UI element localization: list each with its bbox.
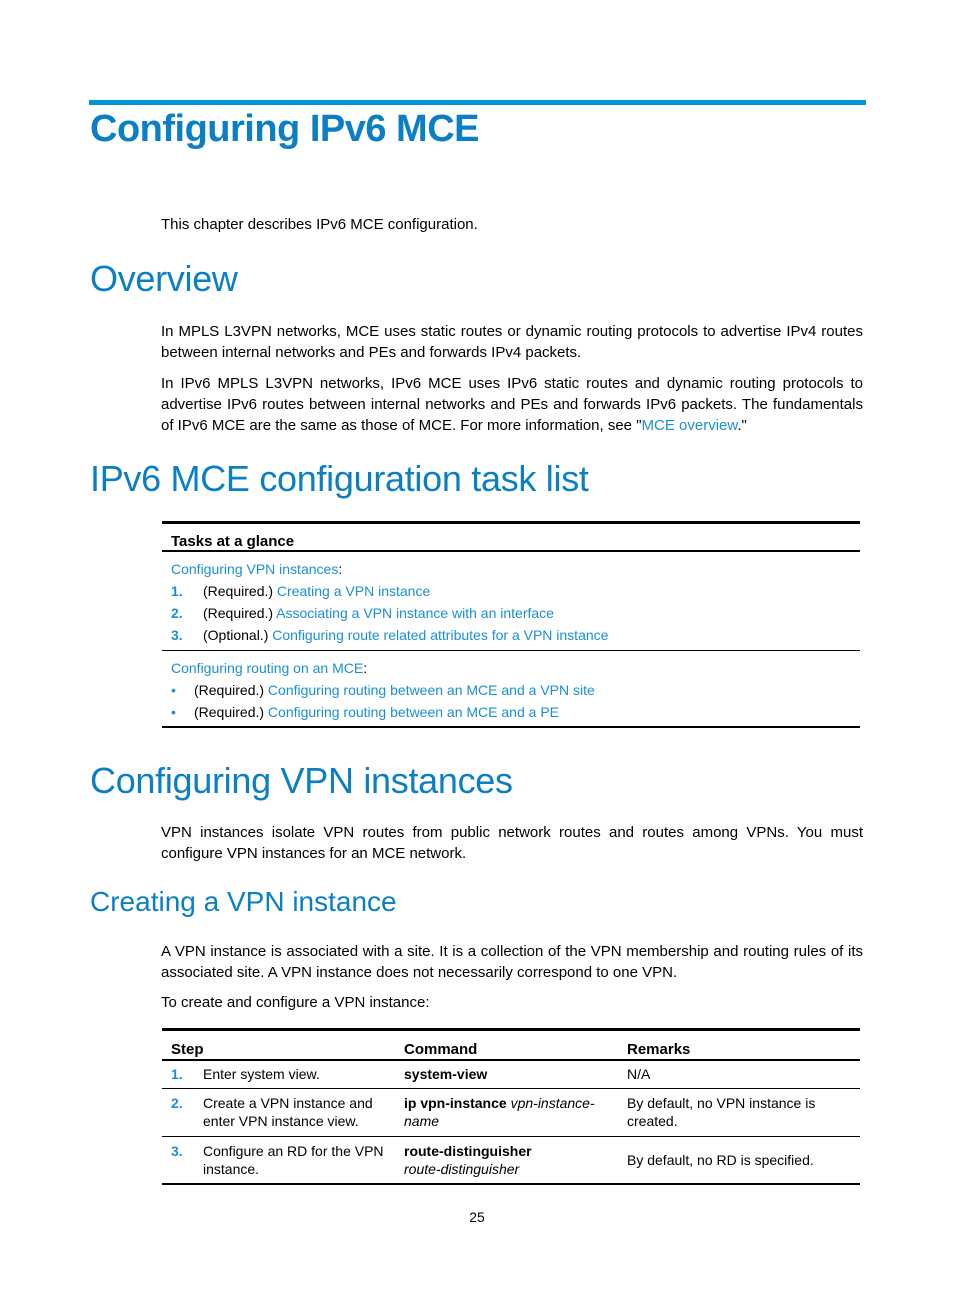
overview-paragraph-1: In MPLS L3VPN networks, MCE uses static routes or dynamic routing protocols to advertise IPv4 routes between internal networks and PEs and forwards IPv4 packets. — [161, 323, 863, 361]
task-link-associating-vpn-instance[interactable]: Associating a VPN instance with an interface — [276, 605, 554, 621]
group-link-routing-on-mce[interactable]: Configuring routing on an MCE — [171, 660, 364, 676]
column-header-command: Command — [395, 1030, 618, 1061]
chapter-top-rule — [89, 100, 866, 105]
steps-table — [162, 1028, 860, 1185]
overview-heading: Overview — [90, 258, 238, 299]
table-row: 3. Configure an RD for the VPN instance. route-distinguisher route-distinguisher By default, no RD is specified. — [162, 1136, 860, 1184]
overview-paragraph-2: In IPv6 MPLS L3VPN networks, IPv6 MCE uses IPv6 static routes and dynamic routing protocols to advertise IPv6 routes between internal networks and PEs and forwards IPv6 packets. The fundamentals of IPv6 MCE are the same as those of MCE. For more information, see "MCE overview." — [161, 375, 863, 434]
chapter-title: Configuring IPv6 MCE — [90, 108, 479, 150]
column-header-step: Step — [162, 1030, 395, 1061]
creating-paragraph-2: To create and configure a VPN instance: — [161, 994, 430, 1011]
task-link-creating-vpn-instance[interactable]: Creating a VPN instance — [276, 583, 431, 599]
tasklist-heading: IPv6 MCE configuration task list — [90, 458, 589, 499]
creating-paragraph-1: A VPN instance is associated with a site. It is a collection of the VPN membership and routing rules of its associated site. A VPN instance does not necessarily correspond to one VPN. — [161, 943, 863, 981]
table-row: 1. Enter system view. system-view N/A — [171, 1066, 651, 1083]
bullet-icon: • — [171, 682, 176, 698]
creating-vpn-heading: Creating a VPN instance — [90, 886, 397, 917]
task-link-routing-vpn-site[interactable]: Configuring routing between an MCE and a VPN site — [267, 682, 595, 698]
task-table-header: Tasks at a glance — [162, 523, 860, 552]
table-row: 2. Create a VPN instance and enter VPN instance view. ip vpn-instance vpn-instance-name By default, no VPN instance is created. — [162, 1088, 860, 1136]
page-number: 25 — [469, 1209, 485, 1225]
vpn-instances-heading: Configuring VPN instances — [90, 760, 513, 801]
intro-paragraph: This chapter describes IPv6 MCE configuration. — [161, 216, 478, 233]
task-link-route-attributes[interactable]: Configuring route related attributes for a VPN instance — [272, 627, 609, 643]
task-table: Tasks at a glance Configuring VPN instances: 1. (Required.) Creating a VPN instance 2. (Required.) Associating a VPN instance with an interface 3. (Optional.) Configuring route related attributes for a VPN instance Configuring routing on an MCE: • (Required.) Configuring routing between an MCE and a VPN site • (Required.) Configuring routing between an MCE and a PE — [162, 521, 860, 728]
vpn-instances-paragraph: VPN instances isolate VPN routes from public network routes and routes among VPNs. You must configure VPN instances for an MCE network. — [161, 824, 863, 862]
group-link-vpn-instances[interactable]: Configuring VPN instances — [171, 561, 339, 577]
column-header-remarks: Remarks — [618, 1030, 860, 1061]
task-link-routing-pe[interactable]: Configuring routing between an MCE and a PE — [267, 704, 559, 720]
bullet-icon: • — [171, 704, 176, 720]
mce-overview-link[interactable]: MCE overview — [641, 417, 738, 434]
